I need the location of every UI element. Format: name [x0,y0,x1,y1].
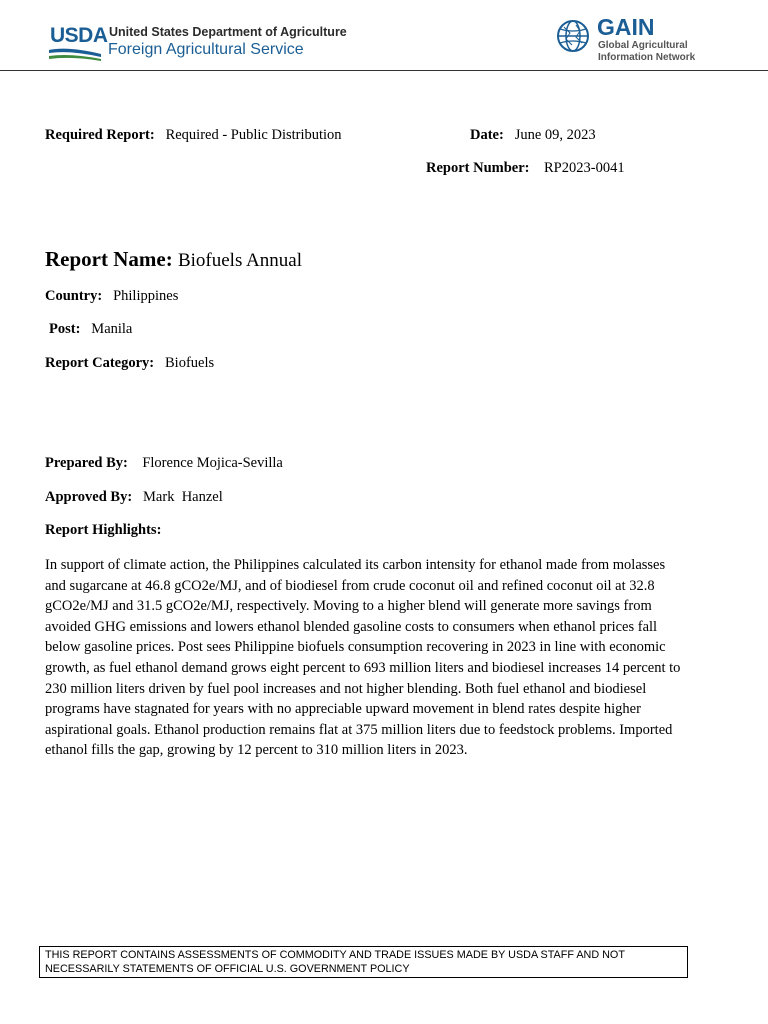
approved-by-row [45,489,223,506]
prepared-by-value: Florence Mojica-Sevilla [142,455,283,471]
report-name-row [45,247,302,272]
required-report-row [45,127,342,144]
report-category-label: Report Category: [45,355,155,371]
disclaimer-box: THIS REPORT CONTAINS ASSESSMENTS OF COMMODITY AND TRADE ISSUES MADE BY USDA STAFF AND NOT NECESSARILY STATEMENTS OF OFFICIAL U.S. GOVERNMENT POLICY [39,946,688,978]
required-report-label: Required Report: [45,127,155,143]
post-row [49,321,132,338]
report-number-label: Report Number: [426,160,530,176]
report-highlights-text: In support of climate action, the Philippines calculated its carbon intensity for ethanol made from molasses and sugarcane at 46.8 gCO2e/MJ, and of biodiesel from crude coconut oil and refined coconut oil at 32.8 gCO2e/MJ and 31.5 gCO2e/MJ, respectively. Moving to a higher blend will generate more savings from avoided GHG emissions and lowers ethanol blended gasoline costs to consumers when ethanol prices fall below gasoline prices. Post sees Philippine biofuels consumption recovering in 2023 in line with economic growth, as fuel ethanol demand grows eight percent to 693 million liters and biodiesel increases 14 percent to 230 million liters driven by fuel pool increases and not higher blending. Both fuel ethanol and biodiesel programs have stagnated for years with no appreciable upward movement in blend rates despite higher aspirational goals. Ethanol production remains flat at 375 million liters due to feedstock problems. Imported ethanol fills the gap, growing by 12 percent to 310 million liters in 2023. [45,557,681,759]
department-name: United States Department of Agriculture [109,25,347,39]
gain-subtitle-line1: Global Agricultural [598,40,688,51]
required-report-value: Required - Public Distribution [165,127,342,143]
gain-subtitle-line2: Information Network [598,52,696,63]
globe-icon [556,19,590,53]
approved-by-value: Mark Hanzel [143,489,223,505]
usda-logo-text: USDA [50,24,108,47]
agency-name: Foreign Agricultural Service [108,41,304,58]
report-category-value: Biofuels [165,355,215,371]
prepared-by-row [45,455,283,472]
date-row [470,127,596,144]
usda-logo-swoosh-icon [48,44,102,62]
date-value: June 09, 2023 [514,127,596,143]
post-value: Manila [91,321,133,337]
report-highlights-heading: Report Highlights: [45,522,162,538]
header-divider [0,70,768,71]
date-label: Date: [470,127,504,143]
report-number-value: RP2023-0041 [544,160,625,176]
country-row [45,288,178,305]
prepared-by-label: Prepared By: [45,455,128,471]
report-name-value: Biofuels Annual [177,250,302,271]
approved-by-label: Approved By: [45,489,133,505]
gain-title: GAIN [597,14,655,40]
report-name-label: Report Name: [45,247,173,271]
report-category-row [45,355,214,372]
report-number-row [426,160,625,177]
country-label: Country: [45,288,103,304]
country-value: Philippines [113,288,179,304]
post-label: Post: [49,321,81,337]
